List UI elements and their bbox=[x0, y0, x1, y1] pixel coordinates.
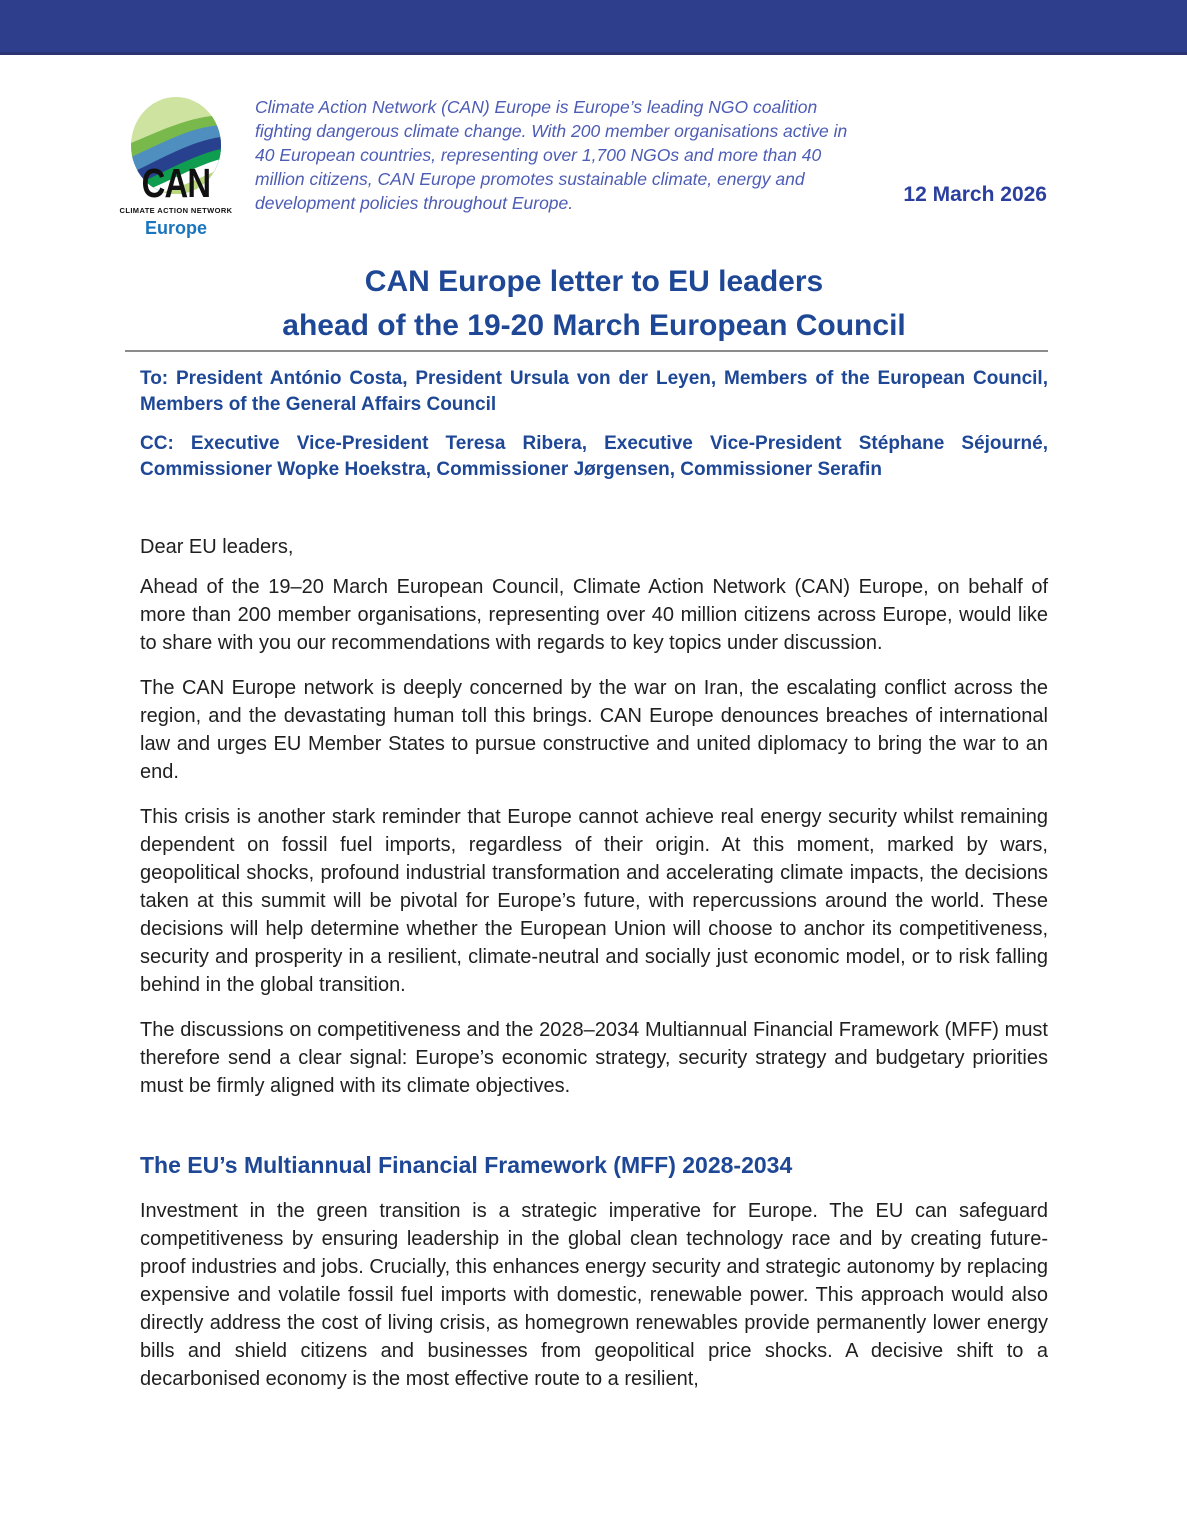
recipient-to: To: President António Costa, President Ursula von der Leyen, Members of the European Council, Members of the General Affairs Council bbox=[140, 368, 1048, 415]
logo-acronym: CAN bbox=[141, 160, 211, 206]
can-europe-logo bbox=[112, 97, 240, 237]
logo-region: Europe bbox=[144, 217, 207, 238]
salutation: Dear EU leaders, bbox=[140, 536, 294, 558]
body-paragraph: The CAN Europe network is deeply concerned by the war on Iran, the escalating conflict across the region, and the devastating human toll this brings. CAN Europe denounces breaches of international law and urges EU Member States to pursue constructive and united diplomacy to bring the war to an end. bbox=[140, 677, 1048, 783]
page-title-line1: CAN Europe letter to EU leaders bbox=[364, 265, 824, 298]
top-accent-bar bbox=[0, 0, 1187, 55]
org-description: Climate Action Network (CAN) Europe is Europe’s leading NGO coalition fighting dangerous climate change. With 200 member organisations active in 40 European countries, representing over 1,700 NGOs and more than 40 million citizens, CAN Europe promotes sustainable climate, energy and development policies throughout Europe. bbox=[255, 97, 848, 213]
body-paragraph: The discussions on competitiveness and the 2028–2034 Multiannual Financial Framework (MFF) must therefore send a clear signal: Europe’s economic strategy, security strategy and budgetary priorities must be firmly aligned with its climate objectives. bbox=[140, 1019, 1048, 1097]
page-title-line2: ahead of the 19-20 March European Council bbox=[282, 309, 906, 342]
page-title bbox=[140, 260, 1048, 348]
title-divider bbox=[125, 350, 1048, 352]
document-date: 12 March 2026 bbox=[903, 183, 1047, 206]
logo-network-name: CLIMATE ACTION NETWORK bbox=[119, 206, 233, 215]
body-paragraph: Investment in the green transition is a strategic imperative for Europe. The EU can safeguard competitiveness by ensuring leadership in the global clean technology race and by creating future-proof industries and jobs. Crucially, this enhances energy security and strategic autonomy by replacing expensive and volatile fossil fuel imports with domestic, renewable power. This approach would also directly address the cost of living crisis, as homegrown renewables provide permanently lower energy bills and shield citizens and businesses from geopolitical price shocks. A decisive shift to a decarbonised economy is the most effective route to a resilient, bbox=[140, 1200, 1048, 1390]
letter-content bbox=[140, 260, 1048, 1393]
letterhead bbox=[0, 55, 1187, 260]
section-heading-mff: The EU’s Multiannual Financial Framework (MFF) 2028-2034 bbox=[140, 1152, 793, 1178]
body-paragraph: This crisis is another stark reminder that Europe cannot achieve real energy security whilst remaining dependent on fossil fuel imports, regardless of their origin. At this moment, marked by wars, geopolitical shocks, profound industrial transformation and accelerating climate impacts, the decisions taken at this summit will be pivotal for Europe’s future, with repercussions around the world. These decisions will help determine whether the European Union will choose to anchor its competitiveness, security and prosperity in a resilient, climate-neutral and socially just economic model, or to risk falling behind in the global transition. bbox=[140, 806, 1048, 996]
recipient-cc: CC: Executive Vice-President Teresa Ribera, Executive Vice-President Stéphane Séjourné, Commissioner Wopke Hoekstra, Commissioner Jørgensen, Commissioner Serafin bbox=[140, 433, 1048, 480]
body-paragraph: Ahead of the 19–20 March European Council, Climate Action Network (CAN) Europe, on behalf of more than 200 member organisations, representing over 40 million citizens across Europe, would like to share with you our recommendations with regards to key topics under discussion. bbox=[140, 576, 1048, 654]
